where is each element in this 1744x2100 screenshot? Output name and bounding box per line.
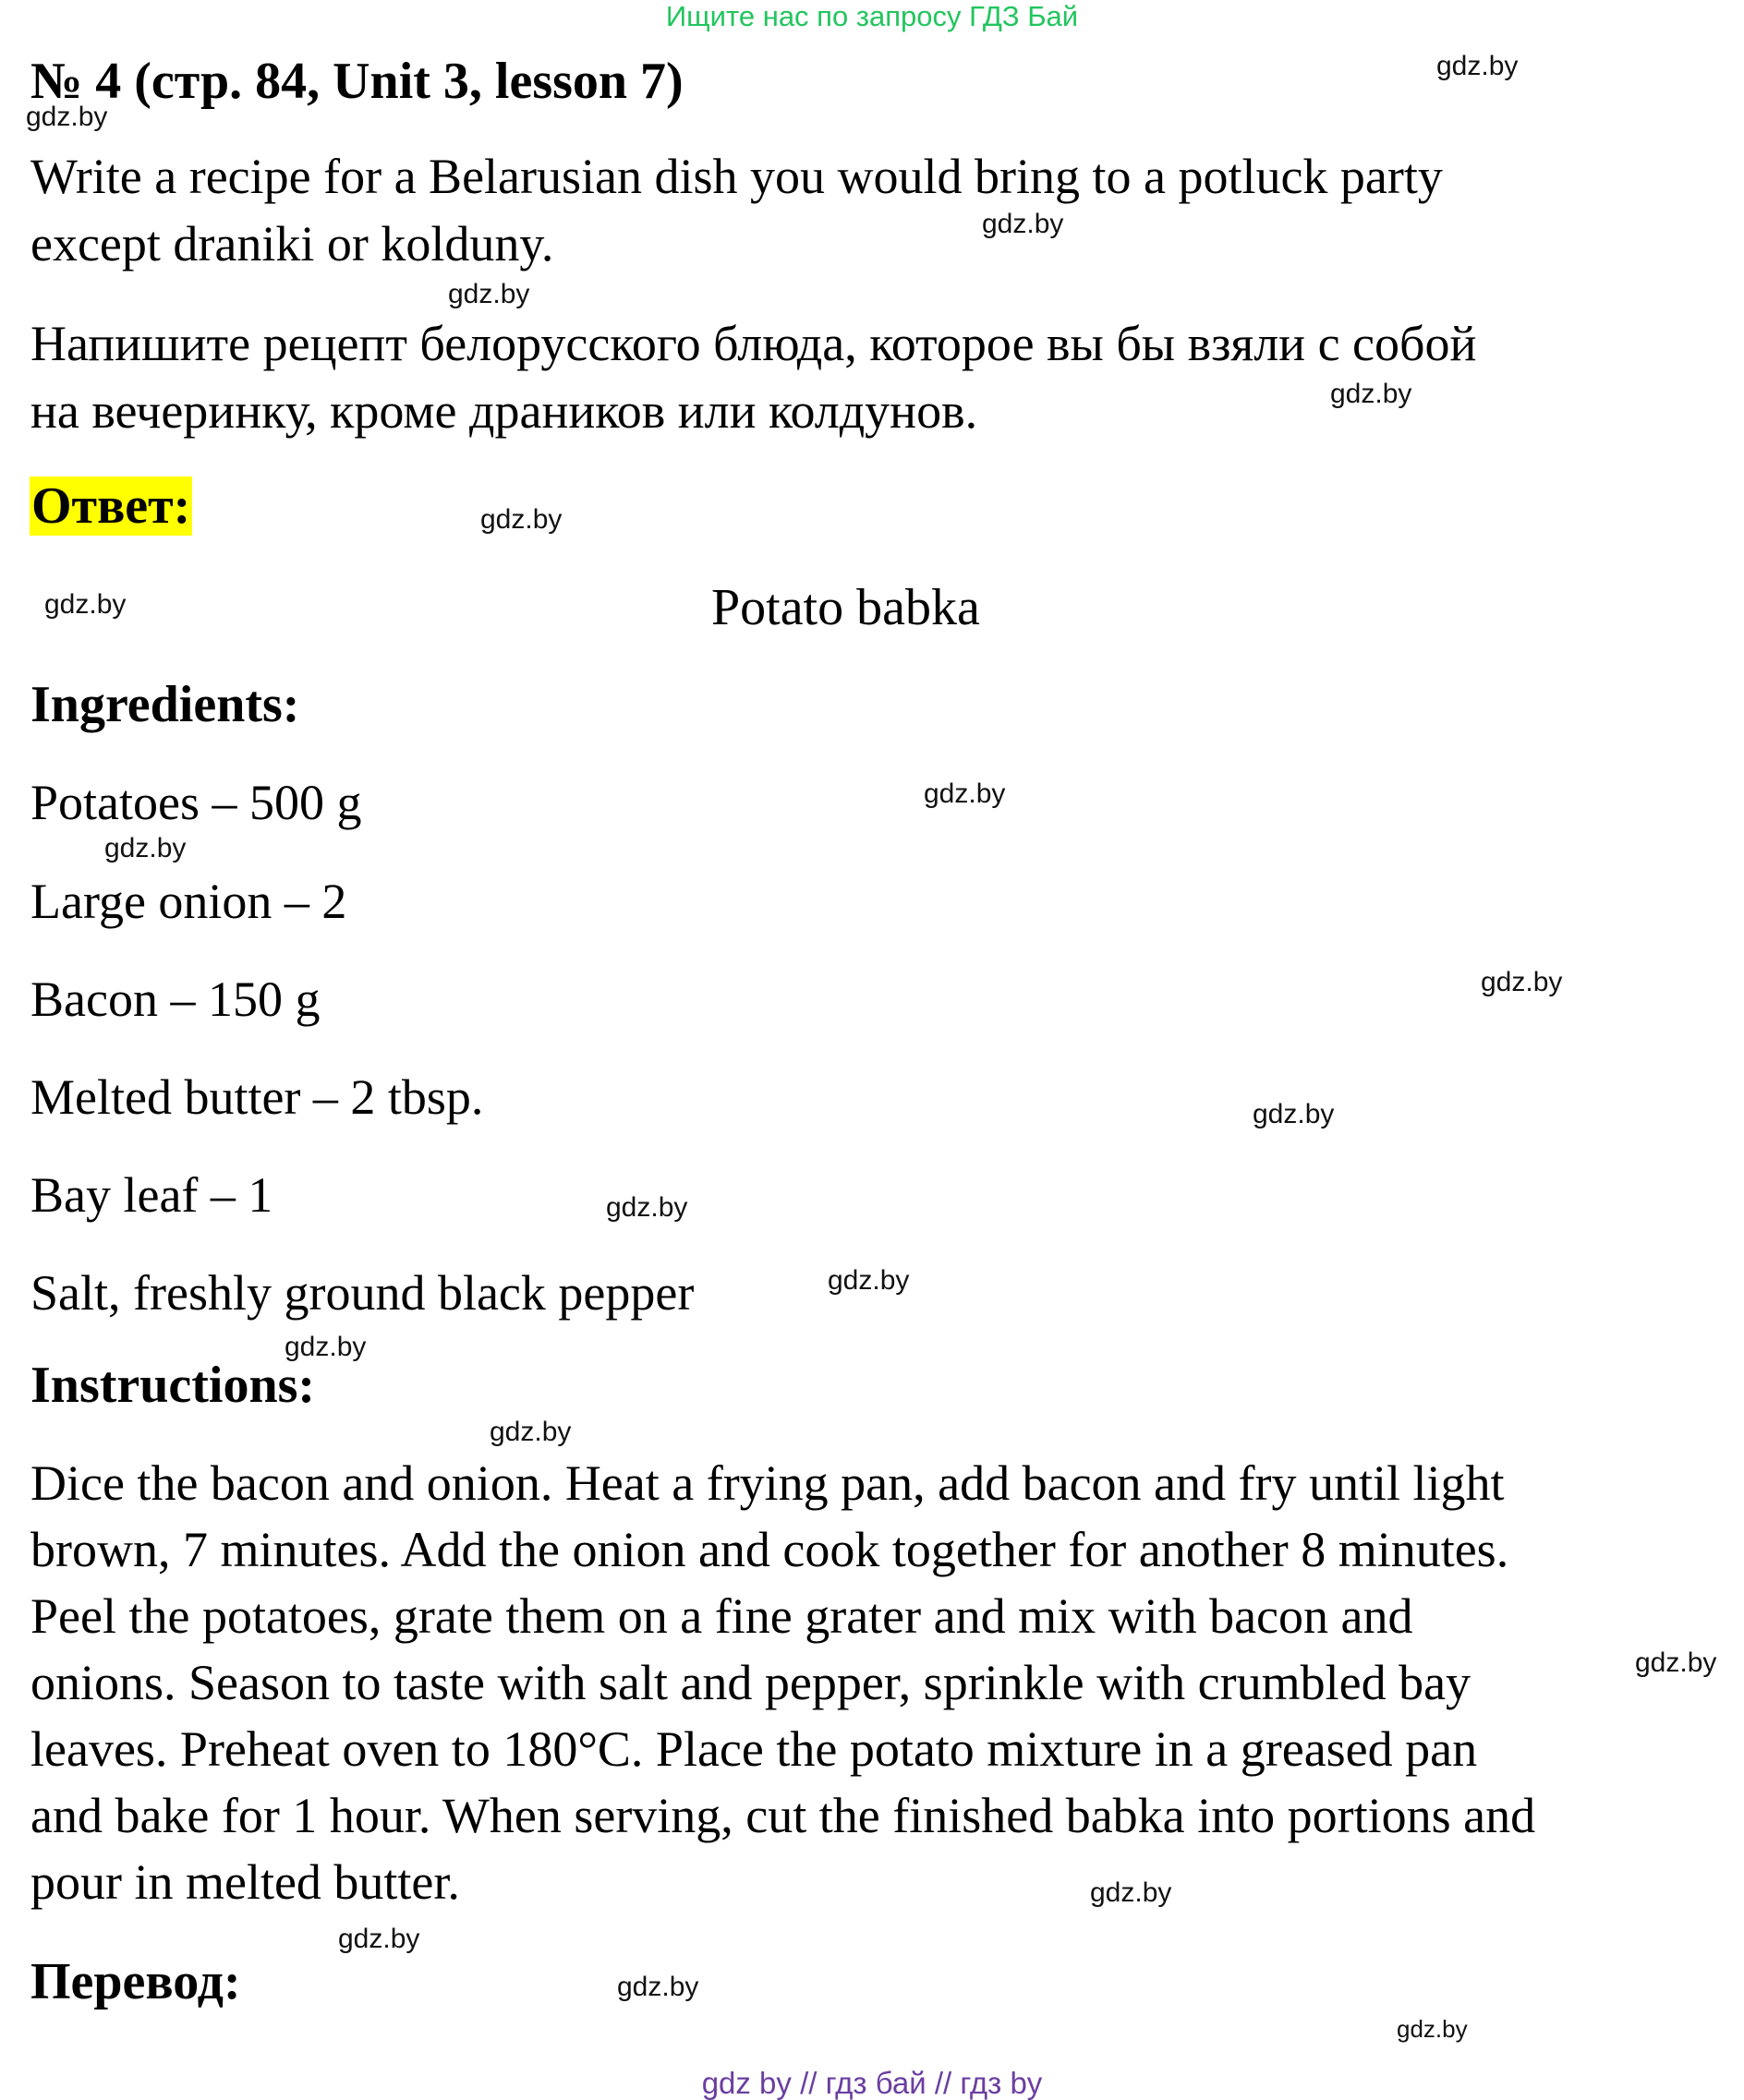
watermark: gdz.by bbox=[490, 1417, 572, 1447]
footer-link-gdz-by-ru[interactable]: гдз by bbox=[960, 2066, 1043, 2100]
instructions-line: brown, 7 minutes. Add the onion and cook together for another 8 minutes. bbox=[30, 1522, 1509, 1577]
ingredient-item: Melted butter – 2 tbsp. bbox=[30, 1069, 484, 1125]
watermark: gdz.by bbox=[1635, 1647, 1717, 1678]
watermark: gdz.by bbox=[1090, 1877, 1172, 1908]
watermark: gdz.by bbox=[1481, 967, 1563, 997]
watermark: gdz.by bbox=[1397, 2015, 1468, 2043]
ingredient-item: Bay leaf – 1 bbox=[30, 1167, 273, 1223]
watermark: gdz.by bbox=[606, 1192, 688, 1223]
task-title: № 4 (стр. 84, Unit 3, lesson 7) bbox=[30, 53, 684, 110]
task-ru-line-2: на вечеринку, кроме драников или колдунов. bbox=[30, 383, 978, 439]
ingredients-heading: Ingredients: bbox=[30, 676, 300, 733]
ingredient-item: Bacon – 150 g bbox=[30, 972, 321, 1027]
ingredient-item: Salt, freshly ground black pepper bbox=[30, 1265, 695, 1321]
watermark: gdz.by bbox=[617, 1972, 699, 2002]
watermark: gdz.by bbox=[26, 102, 108, 132]
footer-separator: // bbox=[934, 2066, 952, 2100]
footer-link-gdz-bay[interactable]: гдз бай bbox=[825, 2066, 926, 2100]
instructions-line: Peel the potatoes, grate them on a fine grater and mix with bacon and bbox=[30, 1588, 1413, 1644]
watermark: gdz.by bbox=[338, 1924, 420, 1954]
watermark: gdz.by bbox=[448, 279, 530, 309]
watermark: gdz.by bbox=[1253, 1099, 1335, 1129]
instructions-line: and bake for 1 hour. When serving, cut the finished babka into portions and bbox=[30, 1788, 1536, 1843]
instructions-line: Dice the bacon and onion. Heat a frying pan, add bacon and fry until light bbox=[30, 1455, 1505, 1511]
ingredient-item: Large onion – 2 bbox=[30, 874, 347, 929]
watermark: gdz.by bbox=[104, 833, 187, 863]
answer-label: Ответ: bbox=[31, 477, 191, 535]
instructions-line: leaves. Preheat oven to 180°C. Place the potato mixture in a greased pan bbox=[30, 1721, 1478, 1777]
footer-link-gdz-by[interactable]: gdz by bbox=[701, 2066, 792, 2100]
watermark: gdz.by bbox=[1330, 379, 1412, 409]
watermark: gdz.by bbox=[982, 209, 1064, 239]
task-en-line-1: Write a recipe for a Belarusian dish you would bring to a potluck party bbox=[30, 149, 1443, 204]
watermark: gdz.by bbox=[285, 1332, 367, 1362]
translation-heading: Перевод: bbox=[30, 1953, 241, 2010]
dish-title: Potato babka bbox=[711, 579, 980, 636]
watermark: gdz.by bbox=[1436, 51, 1519, 81]
instructions-line: pour in melted butter. bbox=[30, 1854, 460, 1910]
watermark: gdz.by bbox=[480, 504, 563, 535]
footer-separator: // bbox=[800, 2066, 818, 2100]
instructions-line: onions. Season to taste with salt and pepper, sprinkle with crumbled bay bbox=[30, 1655, 1472, 1710]
top-banner[interactable]: Ищите нас по запросу ГДЗ Бай bbox=[665, 0, 1079, 32]
task-en-line-2: except draniki or kolduny. bbox=[30, 216, 554, 272]
watermark: gdz.by bbox=[44, 589, 127, 620]
footer-links bbox=[0, 2067, 1744, 2100]
instructions-heading: Instructions: bbox=[30, 1357, 316, 1414]
task-ru-line-1: Напишите рецепт белорусского блюда, которое вы бы взяли с собой bbox=[30, 316, 1477, 371]
watermark: gdz.by bbox=[828, 1265, 910, 1296]
watermark: gdz.by bbox=[924, 778, 1006, 809]
ingredient-item: Potatoes – 500 g bbox=[30, 775, 362, 830]
